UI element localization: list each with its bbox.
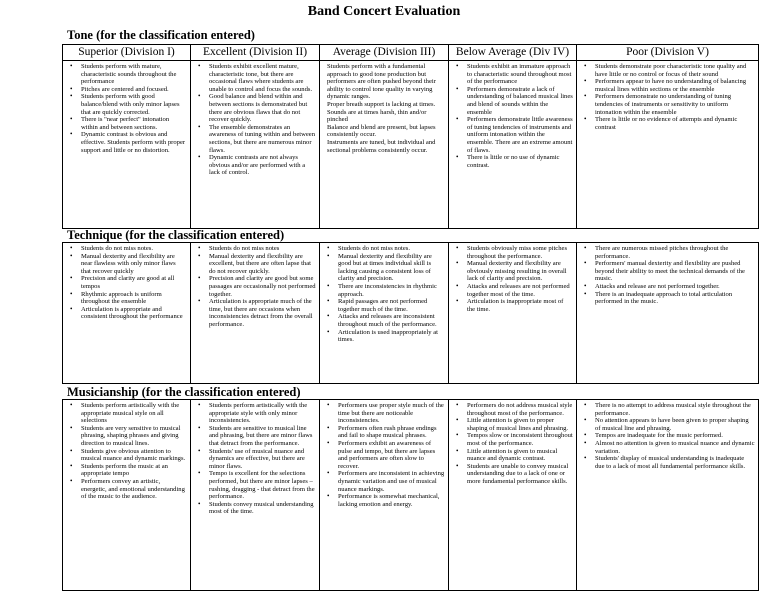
criterion-item: • There is no attempt to address musical style throughout the performance. [595, 402, 755, 417]
criterion-item: • Manual dexterity and flexibility are good but at times individual skill is lacking causing a consistent loss of clarity and precision. [338, 253, 445, 283]
criterion-item: • Students convey musical understanding most of the time. [209, 501, 316, 516]
criterion-item: • Students perform artistically with the appropriate style with only minor inconsistencies. [209, 402, 316, 425]
criterion-item: • Articulation is used inappropriately at times. [338, 329, 445, 344]
rubric-cell [577, 61, 758, 228]
section-title-musicianship: Musicianship (for the classification entered) [67, 385, 301, 399]
criterion-item: • Students demonstrate poor characteristic tone quality and have little or no control or focus of their sound [595, 63, 755, 78]
criterion-item: • Performers use proper style much of the time but there are noticeable inconsistencies. [338, 402, 445, 425]
criterion-item: • Performers appear to have no understanding of balancing musical lines within sections or the ensemble [595, 78, 755, 93]
criterion-item: • Students are sensitive to musical line and phrasing, but there are minor flaws that detract from the performance. [209, 425, 316, 448]
criterion-item: • Articulation is appropriate much of the time, but there are occasions when inconsistencies detract from the overall performance. [209, 298, 316, 328]
criterion-item: • Performers are inconsistent in achieving dynamic variation and use of musical nuance markings. [338, 470, 445, 493]
criterion-item: • Students' display of musical understanding is inadequate due to a lack of most all fundamental performance skills. [595, 455, 755, 470]
column-header-average: Average (Division III) [320, 45, 449, 60]
criterion-item: • There is an inadequate approach to total articulation performed in the music. [595, 291, 755, 306]
rubric-cell [449, 243, 577, 383]
section-title-tone: Tone (for the classification entered) [67, 28, 255, 42]
column-header-excellent: Excellent (Division II) [191, 45, 320, 60]
criterion-item: • Performers demonstrate little awareness of tuning tendencies of instruments and uniform intonation within the ensemble. There are an extreme amount of flaws. [467, 116, 573, 154]
criterion-item: • Performers demonstrate no understanding of tuning tendencies of instruments or sensitivity to uniform intonation within the ensemble [595, 93, 755, 116]
criterion-item: Instruments are tuned, but individual and sectional problems consistently occur. [327, 138, 436, 154]
criterion-item: • Students do not miss notes [209, 245, 316, 253]
rubric-cell [449, 61, 577, 228]
technique-rubric-row [62, 242, 759, 384]
criterion-item: • Performance is somewhat mechanical, lacking emotion and energy. [338, 493, 445, 508]
criterion-item: • Articulation is appropriate and consistent throughout the performance [81, 306, 187, 321]
criterion-item: • Performers convey an artistic, energetic, and emotional understanding of the music to the audience. [81, 478, 187, 501]
column-header-row [62, 44, 759, 61]
criterion-item: • There are numerous missed pitches throughout the performance. [595, 245, 755, 260]
criterion-item: • Little attention is given to musical nuance and dynamic contrast. [467, 448, 573, 463]
section-title-technique: Technique (for the classification entered) [67, 228, 285, 242]
criterion-item: • Manual dexterity and flexibility are excellent, but there are often lapse that do not recover quickly. [209, 253, 316, 276]
criterion-item: Sounds are at times harsh, thin and/or pinched [327, 108, 427, 124]
criterion-item: • The ensemble demonstrates an awareness of tuning within and between sections, but there are numerous minor flaws. [209, 124, 316, 154]
criterion-item: • There are inconsistencies in rhythmic approach. [338, 283, 445, 298]
criterion-item: • Rapid passages are not performed together much of the time. [338, 298, 445, 313]
criterion-item: • Dynamic contrasts are not always obvious and/or are performed with a lack of control. [209, 154, 316, 177]
criterion-item: • Performers often rush phrase endings and fail to shape musical phrases. [338, 425, 445, 440]
criterion-item: • Rhythmic approach is uniform throughout the ensemble [81, 291, 187, 306]
criterion-item: • Students are unable to convey musical understanding due to a lack of one or more fundamental performance skills. [467, 463, 573, 486]
rubric-cell [320, 243, 449, 383]
rubric-cell [577, 400, 758, 590]
criterion-item: • Students do not miss notes. [338, 245, 445, 253]
rubric-cell [63, 61, 191, 228]
column-header-below-average: Below Average (Div IV) [449, 45, 577, 60]
criterion-item: • Students perform with good balance/blend with only minor lapses that are quickly corrected. [81, 93, 187, 116]
rubric-cell [449, 400, 577, 590]
rubric-cell [320, 400, 449, 590]
criterion-item: • Almost no attention is given to musical nuance and dynamic variation. [595, 440, 755, 455]
criterion-item: • Manual dexterity and flexibility are near flawless with only minor flaws that recover quickly [81, 253, 187, 276]
criterion-item: • Pitches are centered and focused. [81, 86, 187, 94]
rubric-cell [63, 400, 191, 590]
criterion-item: • Students perform artistically with the appropriate musical style on all selections [81, 402, 187, 425]
column-header-poor: Poor (Division V) [626, 46, 709, 58]
criterion-item: Students perform with a fundamental approach to good tone production but performers are often pushed beyond their ability to control tone quality in varying dynamic ranges. [327, 63, 436, 101]
criterion-item: • Students are very sensitive to musical phrasing, shaping phrases and giving direction to musical lines. [81, 425, 187, 448]
criterion-item: • Little attention is given to proper shaping of musical lines and phrasing. [467, 417, 573, 432]
criterion-item: Proper breath support is lacking at times. [327, 100, 436, 108]
musicianship-rubric-row [62, 399, 759, 591]
rubric-cell [577, 243, 758, 383]
rubric-cell [191, 61, 320, 228]
criterion-item: • Students give obvious attention to musical nuance and dynamic markings. [81, 448, 187, 463]
criterion-item: • There is little or no use of dynamic contrast. [467, 154, 573, 169]
criterion-item: • Attacks and releases are inconsistent throughout much of the performance. [338, 313, 445, 328]
criterion-item: • Manual dexterity and flexibility are obviously missing resulting in overall lack of clarity and precision. [467, 260, 573, 283]
criterion-item: • Performers do not address musical style throughout most of the performance. [467, 402, 573, 417]
criterion-item: • Performers' manual dexterity and flexibility are pushed beyond their ability to meet the technical demands of the music. [595, 260, 755, 283]
criterion-item: • Tempos slow or inconsistent throughout most of the performance. [467, 432, 573, 447]
rubric-cell [191, 243, 320, 383]
criterion-item: • Tempo is excellent for the selections performed, but there are minor lapses – rushing, dragging - that detract from the performance. [209, 470, 316, 500]
criterion-item: • Students obviously miss some pitches throughout the performance. [467, 245, 573, 260]
page-title: Band Concert Evaluation [307, 4, 461, 19]
criterion-item: • Students exhibit excellent mature, characteristic tone, but there are occasional flaws where students are unable to control and focus the sounds. [209, 63, 316, 93]
criterion-item: • There is "near perfect" intonation within and between sections. [81, 116, 187, 131]
criterion-item: • Attacks and releases are not performed together most of the time. [467, 283, 573, 298]
criterion-item: • Precision and clarity are good but some passages are occasionally not performed together. [209, 275, 316, 298]
criterion-item: • There is little or no evidence of attempts and dynamic contrast [595, 116, 755, 131]
criterion-item: • Dynamic contrast is obvious and effective. Students perform with proper support and little or no distortion. [81, 131, 187, 154]
criterion-item: • Performers demonstrate a lack of understanding of balanced musical lines and blend of sounds within the ensemble [467, 86, 573, 116]
tone-rubric-row [62, 60, 759, 229]
criterion-item: • No attention appears to have been given to proper shaping of musical line and phrasing. [595, 417, 755, 432]
criterion-item: • Students do not miss notes. [81, 245, 187, 253]
criterion-item: • Good balance and blend within and between sections is demonstrated but there are obvious flaws that do not recover quickly. [209, 93, 316, 123]
criterion-item: • Students' use of musical nuance and dynamics are effective, but there are minor flaws. [209, 448, 316, 471]
criterion-item: • Students perform the music at an appropriate tempo [81, 463, 187, 478]
criterion-item: • Attacks and release are not performed together. [595, 283, 755, 291]
criterion-item: • Tempos are inadequate for the music performed. [595, 432, 755, 440]
criterion-item: Balance and blend are present, but lapses consistently occur. [327, 123, 436, 139]
rubric-cell [191, 400, 320, 590]
criterion-item: • Articulation is inappropriate most of the time. [467, 298, 573, 313]
criterion-item: • Students exhibit an immature approach to characteristic sound throughout most of the performance [467, 63, 573, 86]
rubric-cell [320, 61, 449, 228]
criterion-item: • Precision and clarity are good at all tempos [81, 275, 187, 290]
rubric-cell [63, 243, 191, 383]
criterion-item: • Students perform with mature, characteristic sounds throughout the performance [81, 63, 187, 86]
criterion-item: • Performers exhibit an awareness of pulse and tempo, but there are lapses and performers are often slow to recover. [338, 440, 445, 470]
column-header-superior: Superior (Division I) [63, 45, 191, 60]
